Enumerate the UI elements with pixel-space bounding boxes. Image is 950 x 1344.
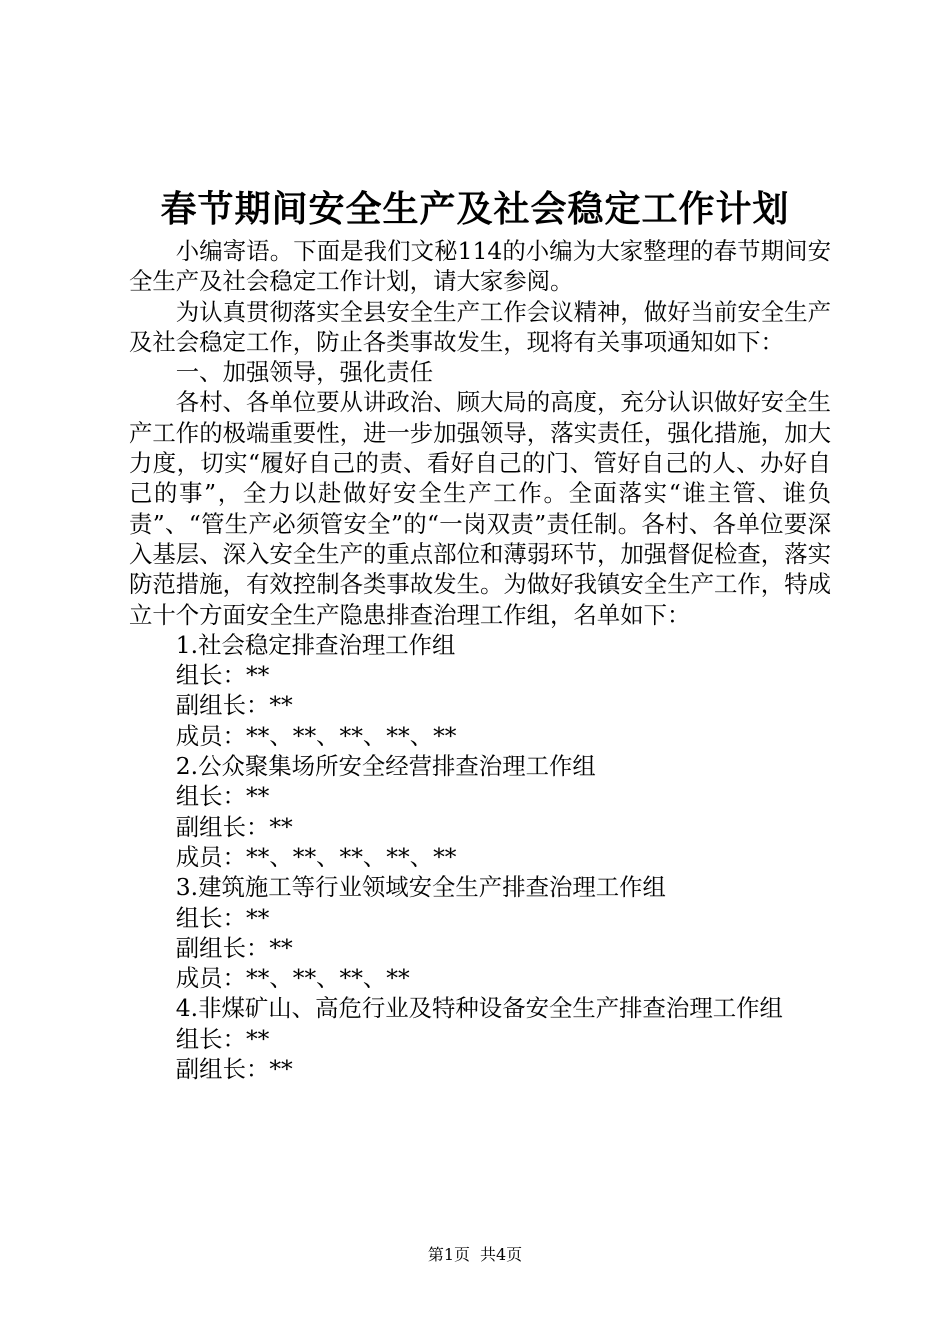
page-total: 共4页 xyxy=(480,1245,523,1264)
group-deputy-leader: 副组长：** xyxy=(175,933,293,962)
document-title: 春节期间安全生产及社会稳定工作计划 xyxy=(160,188,790,230)
group-deputy-leader: 副组长：** xyxy=(175,812,293,841)
group-leader: 组长：** xyxy=(175,661,270,690)
group-leader: 组长：** xyxy=(175,782,270,811)
group-title-4: 4.非煤矿山、高危行业及特种设备安全生产排查治理工作组 xyxy=(175,994,783,1023)
paragraph-section-1: 各村、各单位要从讲政治、顾大局的高度，充分认识做好安全生产工作的极端重要性，进一步加强领导，落实责任，强化措施，加大力度，切实“履好自己的责、看好自己的门、管好自己的人、办好自己的事”，全力以赴做好安全生产工作。全面落实“谁主管、谁负责”、“管生产必须管安全”的“一岗双责”责任制。各村、各单位要深入基层、深入安全生产的重点部位和薄弱环节，加强督促检查，落实防范措施，有效控制各类事故发生。为做好我镇安全生产工作，特成立十个方面安全生产隐患排查治理工作组，名单如下： xyxy=(129,388,831,629)
group-members: 成员：**、**、**、** xyxy=(175,964,410,993)
page-footer xyxy=(0,1244,950,1266)
group-leader: 组长：** xyxy=(175,1024,270,1053)
section-heading-1: 一、加强领导，强化责任 xyxy=(175,358,434,387)
group-title-1: 1.社会稳定排查治理工作组 xyxy=(175,630,456,659)
group-deputy-leader: 副组长：** xyxy=(175,1055,293,1084)
paragraph-intro: 小编寄语。下面是我们文秘114的小编为大家整理的春节期间安全生产及社会稳定工作计划，请大家参阅。 xyxy=(129,237,831,296)
group-title-3: 3.建筑施工等行业领域安全生产排查治理工作组 xyxy=(175,873,666,902)
group-leader: 组长：** xyxy=(175,903,270,932)
group-deputy-leader: 副组长：** xyxy=(175,691,293,720)
paragraph-purpose: 为认真贯彻落实全县安全生产工作会议精神，做好当前安全生产及社会稳定工作，防止各类事故发生，现将有关事项通知如下： xyxy=(129,297,831,356)
document-body xyxy=(129,236,831,1084)
group-members: 成员：**、**、**、**、** xyxy=(175,721,457,750)
group-members: 成员：**、**、**、**、** xyxy=(175,842,457,871)
group-title-2: 2.公众聚集场所安全经营排查治理工作组 xyxy=(175,752,596,781)
page-number: 第1页 xyxy=(427,1245,470,1264)
